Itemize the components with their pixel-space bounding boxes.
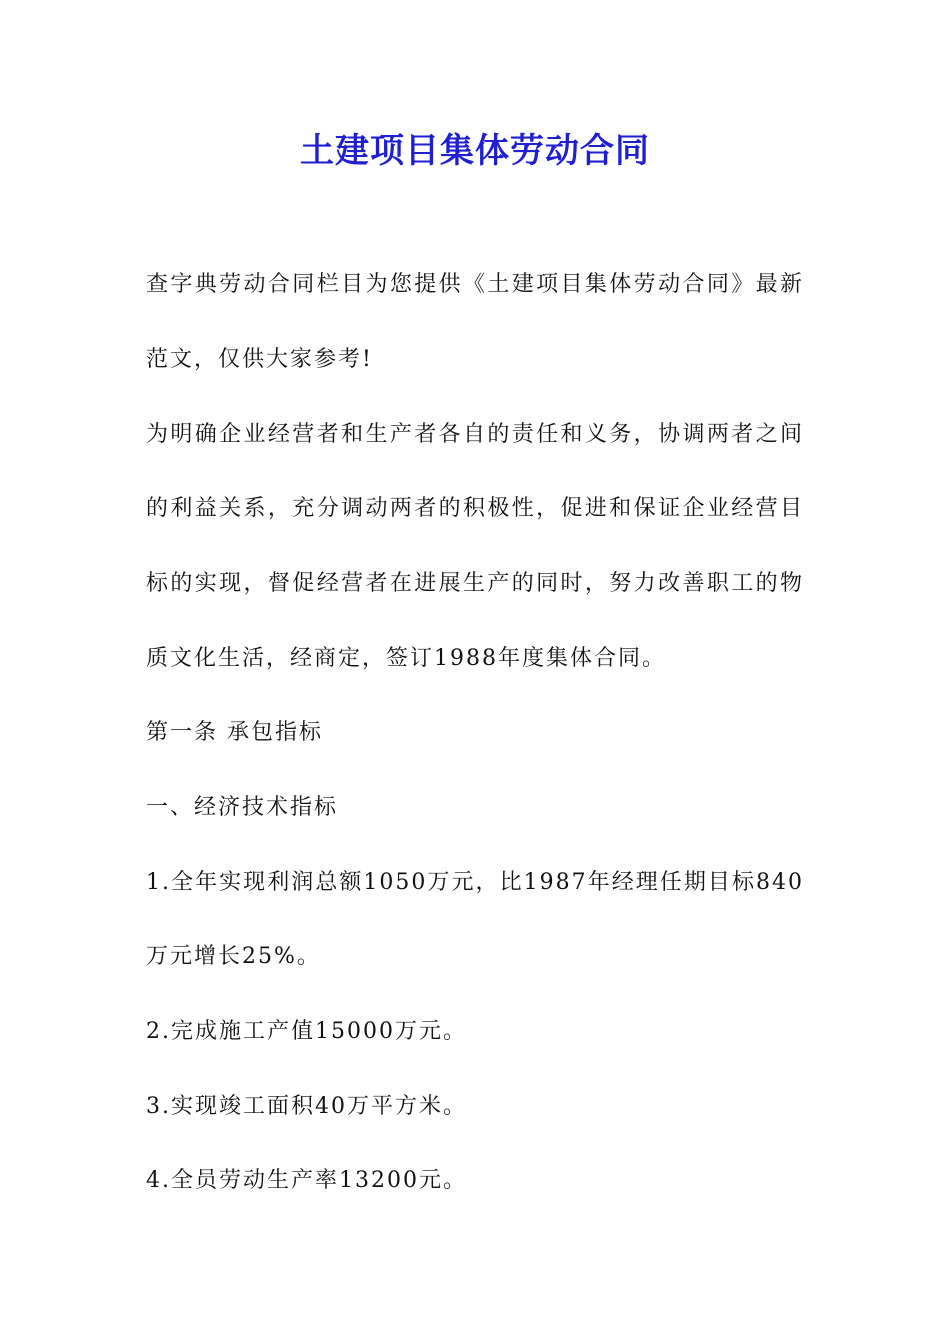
item-2: 2.完成施工产值15000万元。: [146, 1019, 467, 1044]
intro-line-1: 查字典劳动合同栏目为您提供《土建项目集体劳动合同》最新: [146, 272, 804, 297]
purpose-line-3: 标的实现，督促经营者在进展生产的同时，努力改善职工的物: [146, 571, 804, 596]
item-1-line-2: 万元增长25%。: [146, 944, 321, 969]
section-heading: 一、经济技术指标: [146, 795, 339, 820]
purpose-line-1: 为明确企业经营者和生产者各自的责任和义务，协调两者之间: [146, 422, 804, 447]
item-3: 3.实现竣工面积40万平方米。: [146, 1094, 467, 1119]
purpose-line-2: 的利益关系，充分调动两者的积极性，促进和保证企业经营目: [146, 496, 804, 521]
intro-line-2: 范文，仅供大家参考!: [146, 347, 373, 372]
item-1-line-1: 1.全年实现利润总额1050万元，比1987年经理任期目标840: [146, 870, 804, 895]
article-1-heading: 第一条 承包指标: [146, 720, 323, 745]
document-title: 土建项目集体劳动合同: [300, 131, 650, 171]
purpose-line-4: 质文化生活，经商定，签订1988年度集体合同。: [146, 646, 666, 671]
item-4: 4.全员劳动生产率13200元。: [146, 1168, 467, 1193]
